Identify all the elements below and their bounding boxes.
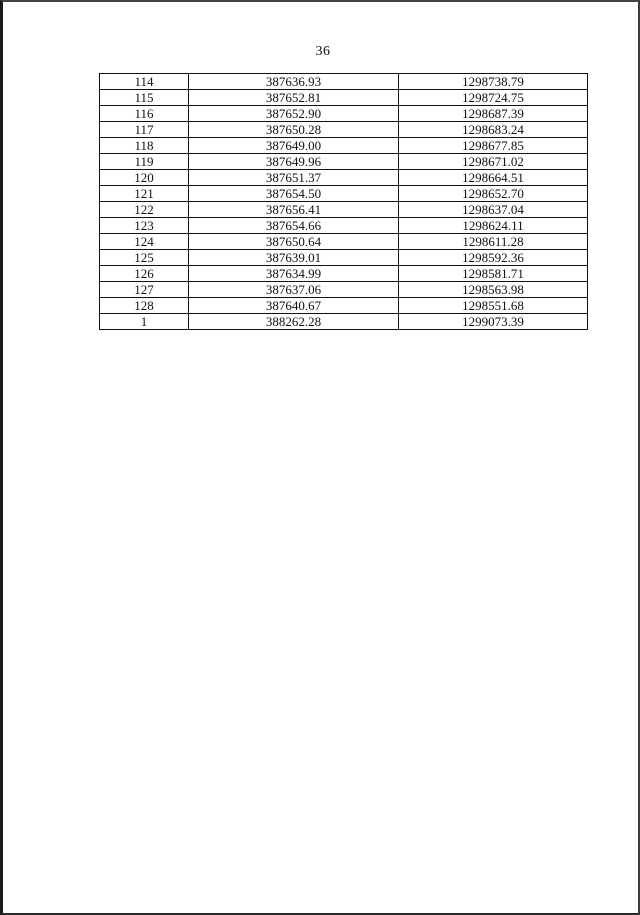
- y-coordinate-cell: 1298664.51: [399, 170, 588, 186]
- point-number-cell: 114: [100, 74, 189, 90]
- x-coordinate-cell: 387649.00: [189, 138, 399, 154]
- x-coordinate-cell: 387651.37: [189, 170, 399, 186]
- x-coordinate-cell: 387640.67: [189, 298, 399, 314]
- y-coordinate-cell: 1298724.75: [399, 90, 588, 106]
- point-number-cell: 121: [100, 186, 189, 202]
- y-coordinate-cell: 1298624.11: [399, 218, 588, 234]
- y-coordinate-cell: 1298581.71: [399, 266, 588, 282]
- x-coordinate-cell: 388262.28: [189, 314, 399, 330]
- point-number-cell: 116: [100, 106, 189, 122]
- table-row: [100, 138, 588, 154]
- y-coordinate-cell: 1298563.98: [399, 282, 588, 298]
- x-coordinate-cell: 387634.99: [189, 266, 399, 282]
- page-number: 36: [315, 44, 331, 59]
- x-coordinate-cell: 387652.81: [189, 90, 399, 106]
- x-coordinate-cell: 387652.90: [189, 106, 399, 122]
- table-row: [100, 154, 588, 170]
- table-row: [100, 250, 588, 266]
- y-coordinate-cell: 1298738.79: [399, 74, 588, 90]
- coordinates-table: [99, 73, 588, 330]
- y-coordinate-cell: 1298551.68: [399, 298, 588, 314]
- x-coordinate-cell: 387656.41: [189, 202, 399, 218]
- table-row: [100, 202, 588, 218]
- x-coordinate-cell: 387654.50: [189, 186, 399, 202]
- point-number-cell: 1: [100, 314, 189, 330]
- table-row: [100, 106, 588, 122]
- y-coordinate-cell: 1298683.24: [399, 122, 588, 138]
- y-coordinate-cell: 1298677.85: [399, 138, 588, 154]
- point-number-cell: 128: [100, 298, 189, 314]
- y-coordinate-cell: 1298671.02: [399, 154, 588, 170]
- point-number-cell: 119: [100, 154, 189, 170]
- table-row: [100, 282, 588, 298]
- table-row: [100, 90, 588, 106]
- table-row: [100, 234, 588, 250]
- point-number-cell: 125: [100, 250, 189, 266]
- table-row: [100, 74, 588, 90]
- x-coordinate-cell: 387636.93: [189, 74, 399, 90]
- table-row: [100, 122, 588, 138]
- y-coordinate-cell: 1298637.04: [399, 202, 588, 218]
- x-coordinate-cell: 387654.66: [189, 218, 399, 234]
- point-number-cell: 123: [100, 218, 189, 234]
- x-coordinate-cell: 387650.28: [189, 122, 399, 138]
- table-row: [100, 298, 588, 314]
- point-number-cell: 124: [100, 234, 189, 250]
- y-coordinate-cell: 1298652.70: [399, 186, 588, 202]
- point-number-cell: 118: [100, 138, 189, 154]
- y-coordinate-cell: 1298611.28: [399, 234, 588, 250]
- table-row: [100, 314, 588, 330]
- y-coordinate-cell: 1298592.36: [399, 250, 588, 266]
- table-row: [100, 266, 588, 282]
- table-row: [100, 218, 588, 234]
- table-row: [100, 186, 588, 202]
- point-number-cell: 122: [100, 202, 189, 218]
- x-coordinate-cell: 387649.96: [189, 154, 399, 170]
- point-number-cell: 127: [100, 282, 189, 298]
- point-number-cell: 120: [100, 170, 189, 186]
- y-coordinate-cell: 1298687.39: [399, 106, 588, 122]
- point-number-cell: 126: [100, 266, 189, 282]
- point-number-cell: 115: [100, 90, 189, 106]
- x-coordinate-cell: 387637.06: [189, 282, 399, 298]
- x-coordinate-cell: 387650.64: [189, 234, 399, 250]
- y-coordinate-cell: 1299073.39: [399, 314, 588, 330]
- table-row: [100, 170, 588, 186]
- point-number-cell: 117: [100, 122, 189, 138]
- x-coordinate-cell: 387639.01: [189, 250, 399, 266]
